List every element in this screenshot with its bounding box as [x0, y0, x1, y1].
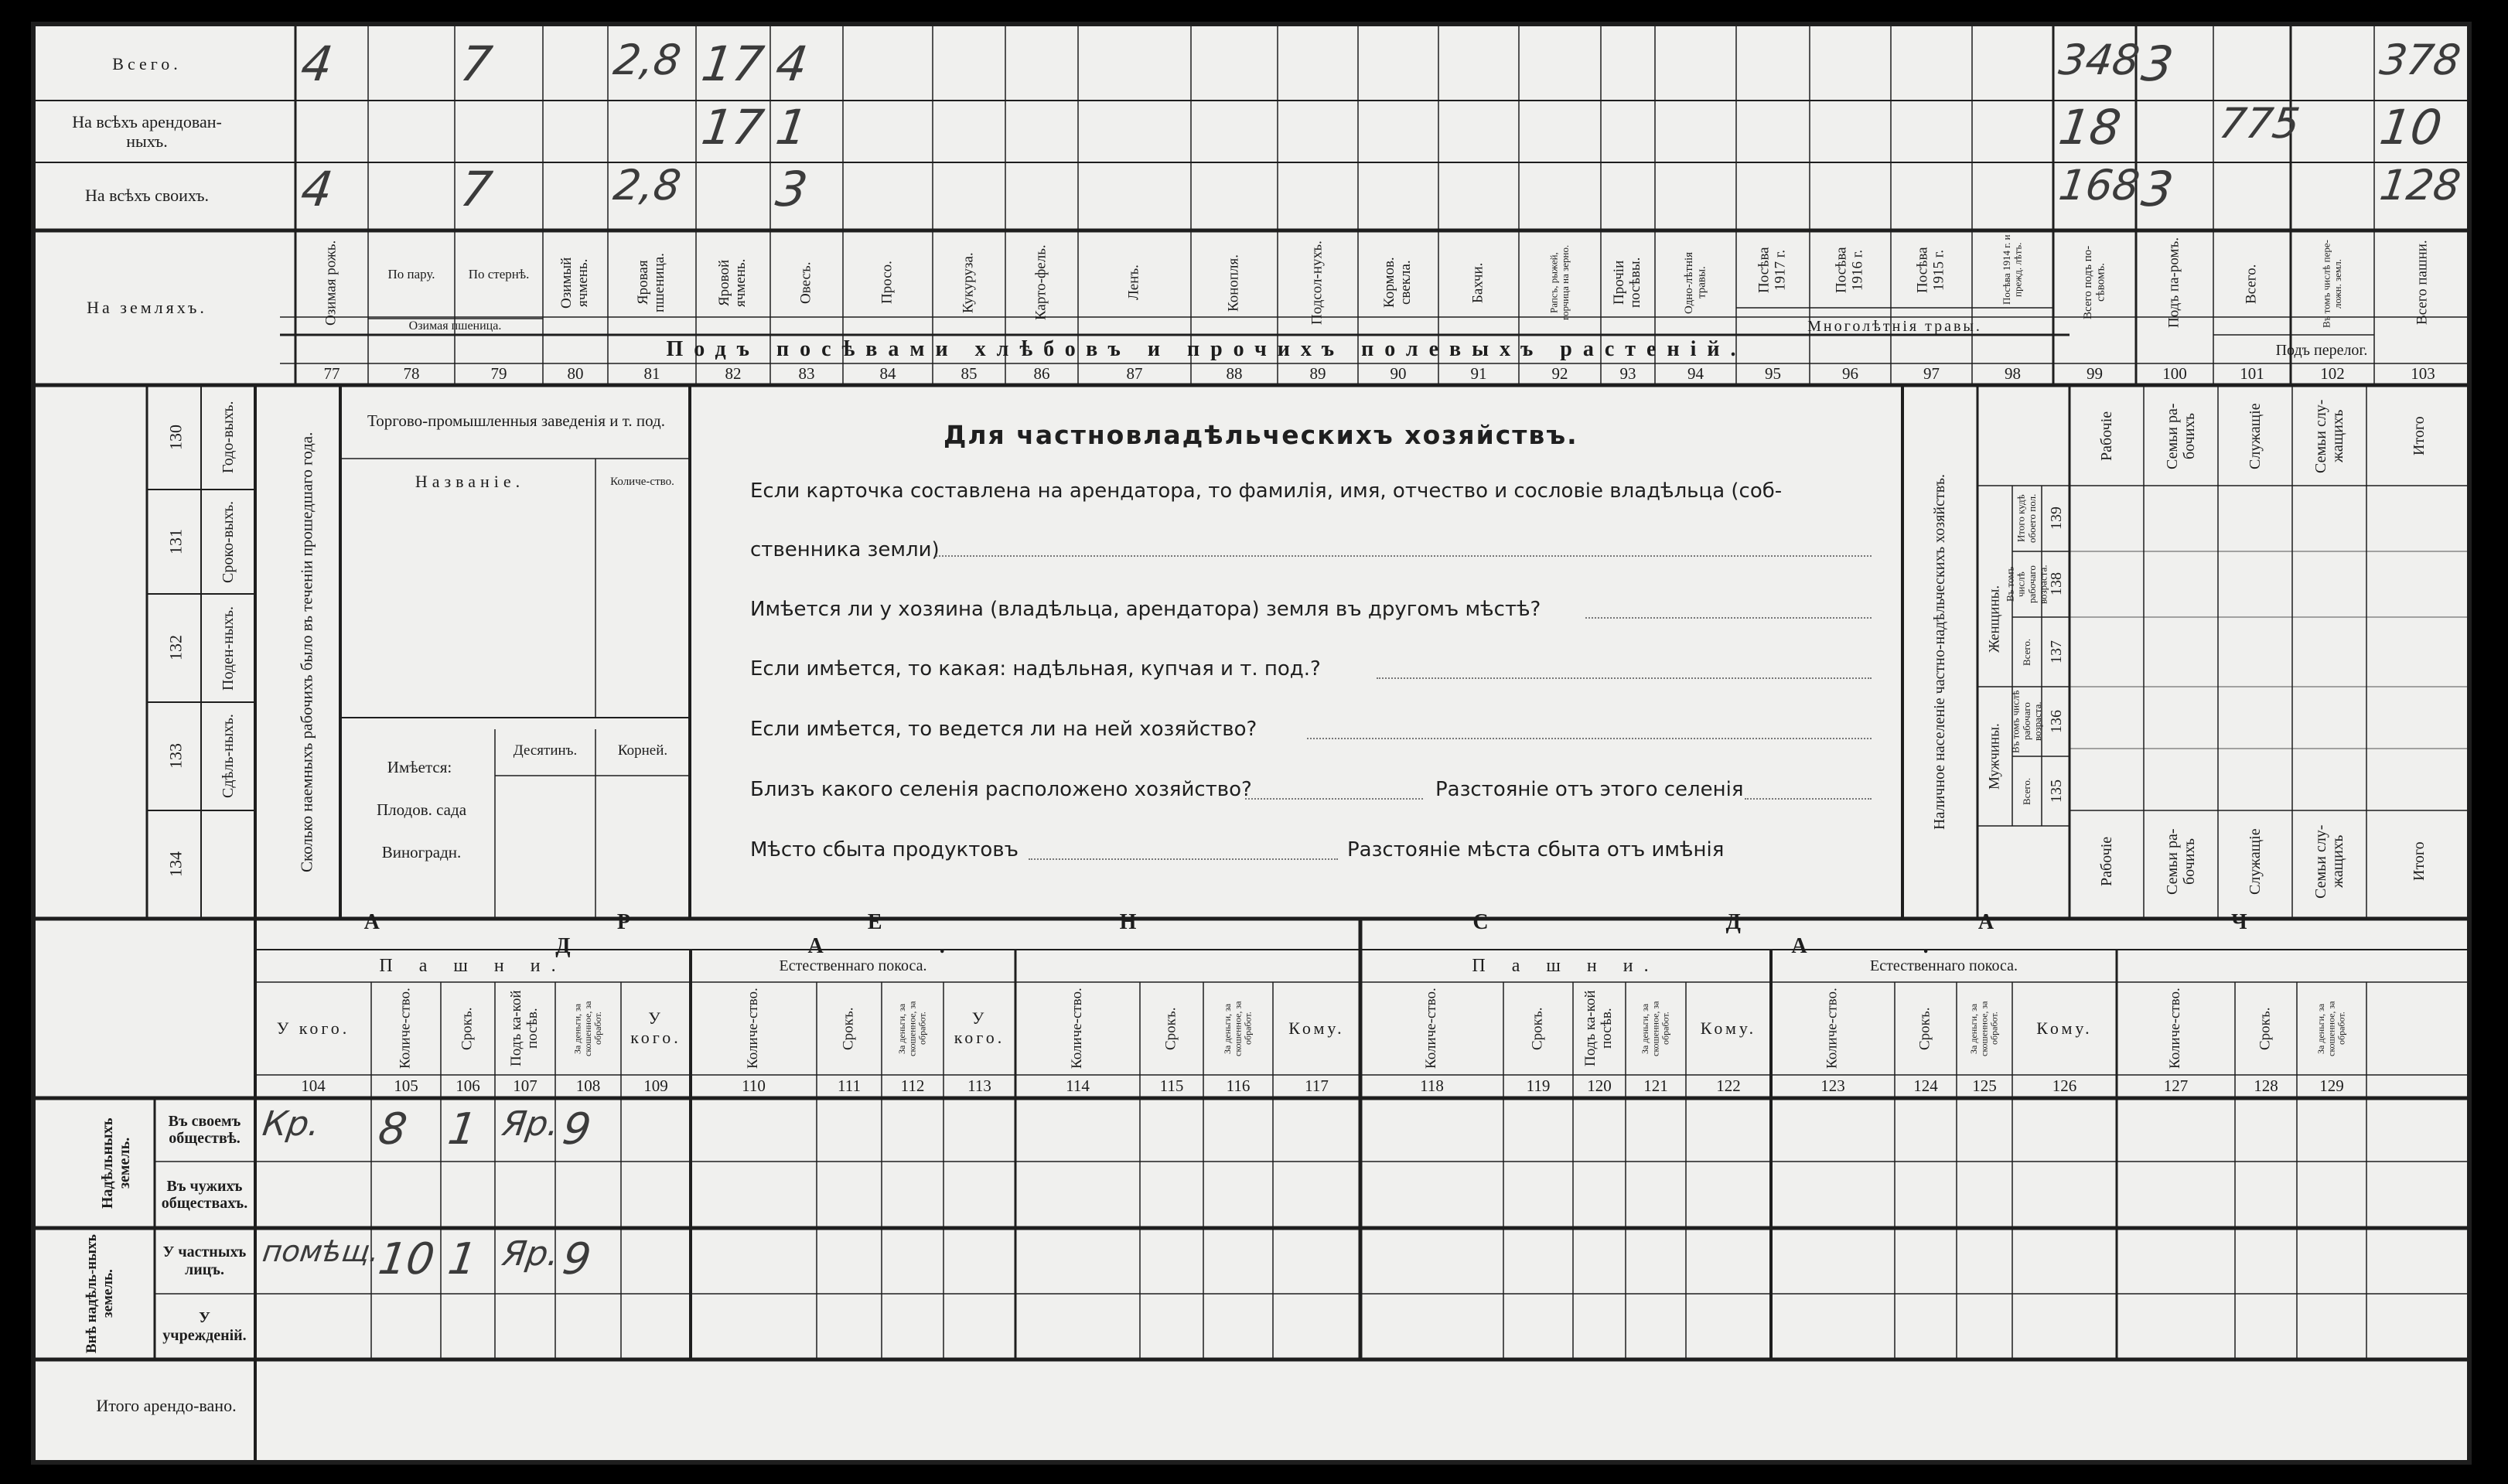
bottom-col-number-129: 129: [2319, 1076, 2344, 1096]
outside-nadel-label: Внѣ надѣль-ныхъ земель.: [84, 1234, 116, 1353]
handwritten-value-row2-col83: 1: [772, 99, 811, 155]
population-label: Наличное населеніе частно-надѣльческихъ хозяйствъ.: [1931, 474, 1948, 830]
worker-col-bot-2: Служащіе: [2247, 828, 2264, 895]
crop-header-99: Всего подъ по-сѣвомъ.: [2082, 245, 2107, 320]
worker-col-top-3: Семьи слу-жащихъ: [2312, 399, 2346, 473]
population-cell-4: 139: [2048, 507, 2065, 530]
crop-header-101: Всего.: [2243, 264, 2260, 304]
question-village: Близъ какого селенія расположено хозяйство?: [750, 778, 1252, 801]
crop-header-88: Конопля.: [1225, 254, 1242, 312]
worker-col-bot-1: Семьи ра-бочихъ: [2164, 828, 2198, 895]
bottom-col-number-125: 125: [1972, 1076, 1997, 1096]
livestock-label-131: Сроко-выхъ.: [220, 500, 237, 583]
bottom-col-number-114: 114: [1066, 1076, 1090, 1096]
livestock-number-130: 130: [165, 425, 186, 450]
worker-col-bot-0: Рабочіе: [2098, 836, 2115, 887]
bottom-col-header-111: Срокъ.: [840, 1007, 857, 1050]
answer-line-market[interactable]: [1029, 858, 1338, 860]
crop-header-90: Кормов. свекла.: [1381, 257, 1414, 309]
column-number-79: 79: [490, 364, 507, 384]
bottom-col-header-127: Количе-ство.: [2167, 988, 2184, 1070]
trade-title: Торгово-промышленныя заведенія и т. под.: [367, 411, 665, 431]
bottom-col-number-123: 123: [1820, 1076, 1845, 1096]
population-cell-8: Въ томъ числѣ рабочаго возраста.: [2004, 565, 2049, 604]
sown-banner: Подъ посѣвами хлѣбовъ и прочихъ полевыхъ растеній.: [666, 336, 1747, 361]
worker-col-top-2: Служащіе: [2247, 403, 2264, 469]
hired-workers-label: Сколько наемныхъ рабочихъ было въ теченіи прошедшаго года.: [297, 432, 316, 872]
crop-header-98: Посѣва 1914 г. и прежд. лѣтъ.: [2001, 234, 2024, 305]
handwritten-rent-row0-col106: 1: [445, 1104, 480, 1155]
column-number-85: 85: [961, 364, 978, 384]
bottom-col-header-129: За деньги, за скошенное, за обработ.: [2315, 1001, 2347, 1056]
crop-header-103: Всего пашни.: [2414, 240, 2431, 326]
crop-header-85: Кукуруза.: [960, 252, 977, 313]
row-label-rented: На всѣхъ арендован-ныхъ.: [72, 112, 222, 151]
bottom-col-number-107: 107: [513, 1076, 537, 1096]
question-land-type: Если имѣется, то какая: надѣльная, купчая и т. под.?: [750, 657, 1321, 681]
korney-header: Корней.: [617, 742, 668, 759]
livestock-label-130: Годо-выхъ.: [220, 401, 237, 474]
orchard-label: Плодов. сада: [376, 800, 467, 820]
question-other-land: Имѣется ли у хозяина (владѣльца, арендатора) земля въ другомъ мѣстѣ?: [750, 598, 1541, 621]
row-label-on-lands: На земляхъ.: [87, 297, 207, 317]
bottom-col-number-108: 108: [575, 1076, 601, 1096]
sdacha-pokos: Естественнаго покоса.: [1870, 957, 2018, 974]
question-village-distance: Разстояніе отъ этого селенія: [1435, 778, 1744, 801]
arenda-pokos: Естественнаго покоса.: [779, 957, 927, 974]
bottom-row-label-0: Въ своемъ обществѣ.: [168, 1112, 241, 1147]
bottom-col-number-105: 105: [394, 1076, 418, 1096]
question-market: Мѣсто сбыта продуктовъ: [750, 838, 1019, 861]
column-number-83: 83: [798, 364, 815, 384]
bottom-col-header-116: За деньги, за скошенное, за обработ.: [1222, 1001, 1254, 1056]
crop-header-95: Посѣва 1917 г.: [1756, 247, 1789, 293]
multi-grass-label: Многолѣтнія травы.: [1807, 317, 1982, 335]
desyatin-header: Десятинъ.: [513, 742, 578, 759]
handwritten-value-row3-col77: 4: [297, 161, 336, 217]
bottom-col-number-126: 126: [2052, 1076, 2077, 1096]
column-number-90: 90: [1390, 364, 1407, 384]
livestock-label-132: Поден-ныхъ.: [220, 606, 237, 691]
handwritten-value-row1-col99: 348: [2056, 36, 2143, 84]
worker-col-top-0: Рабочіе: [2098, 411, 2115, 462]
bottom-col-header-106: Срокъ.: [459, 1007, 476, 1050]
question-farming: Если имѣется, то ведется ли на ней хозяйство?: [750, 718, 1257, 741]
handwritten-value-row2-col82: 17: [698, 99, 768, 155]
column-number-101: 101: [2240, 364, 2264, 384]
crop-header-80: Озимый ячмень.: [558, 257, 591, 309]
bottom-col-header-108: За деньги, за скошенное, за обработ.: [572, 1001, 604, 1056]
bottom-col-number-118: 118: [1420, 1076, 1444, 1096]
trade-name-header: Названіе.: [415, 471, 525, 491]
crop-header-97: Посѣва 1915 г.: [1914, 247, 1947, 293]
column-number-80: 80: [567, 364, 584, 384]
bottom-row-label-1: Въ чужихъ обществахъ.: [161, 1177, 248, 1212]
bottom-col-header-117: Кому.: [1288, 1018, 1345, 1038]
bottom-col-header-123: Количе-ство.: [1824, 988, 1841, 1070]
column-number-100: 100: [2162, 364, 2187, 384]
column-number-96: 96: [1842, 364, 1858, 384]
handwritten-rent-row0-col107: Яр.: [500, 1104, 562, 1144]
bottom-col-header-115: Срокъ.: [1162, 1007, 1179, 1050]
handwritten-rent-row0-col105: 8: [375, 1104, 411, 1155]
perelog-label: Подъ перелог.: [2275, 341, 2368, 359]
bottom-col-number-106: 106: [456, 1076, 480, 1096]
crop-header-100: Подъ па-ромъ.: [2165, 237, 2182, 329]
bottom-row-label-3: У учрежденій.: [162, 1309, 247, 1344]
population-cell-0: 135: [2048, 780, 2065, 803]
bottom-col-number-121: 121: [1643, 1076, 1668, 1096]
population-cell-1: 136: [2048, 710, 2065, 733]
handwritten-value-row1-col82: 17: [698, 36, 768, 92]
bottom-col-number-122: 122: [1716, 1076, 1741, 1096]
worker-col-bot-4: Итого: [2411, 841, 2428, 882]
bottom-col-number-127: 127: [2163, 1076, 2189, 1096]
population-cell-7: Всего.: [2020, 638, 2032, 666]
bottom-col-header-120: Подъ ка-кой посѣв.: [1582, 990, 1615, 1067]
population-cell-3: 138: [2048, 572, 2065, 596]
bottom-col-header-118: Количе-ство.: [1423, 988, 1440, 1070]
handwritten-value-row3-col100: 3: [2138, 161, 2177, 217]
column-number-92: 92: [1551, 364, 1568, 384]
livestock-number-132: 132: [165, 635, 186, 661]
crop-header-93: Прочіи посѣвы.: [1611, 257, 1643, 309]
handwritten-value-row3-col79: 7: [456, 161, 496, 217]
population-cell-2: 137: [2048, 640, 2065, 664]
sdacha-pashni: П а ш н и.: [1472, 955, 1660, 976]
bottom-col-number-128: 128: [2254, 1076, 2278, 1096]
bottom-col-number-109: 109: [643, 1076, 668, 1096]
bottom-row-label-2: У частныхъ лицъ.: [162, 1243, 247, 1278]
bottom-col-header-128: Срокъ.: [2257, 1007, 2274, 1050]
population-cell-6: Въ томъ числѣ рабочаго возраста.: [2009, 690, 2044, 753]
column-number-97: 97: [1923, 364, 1940, 384]
bottom-col-header-126: Кому.: [2036, 1018, 2093, 1038]
column-number-95: 95: [1765, 364, 1781, 384]
worker-col-top-4: Итого: [2411, 416, 2428, 456]
bottom-col-number-117: 117: [1305, 1076, 1329, 1096]
handwritten-value-row2-col103: 10: [2376, 99, 2446, 155]
arenda-title: А Р Е Н Д А.: [363, 909, 1253, 958]
crop-header-79: По стернѣ.: [468, 267, 530, 282]
bottom-col-number-113: 113: [967, 1076, 991, 1096]
census-card: [31, 22, 2472, 1465]
bottom-col-number-110: 110: [742, 1076, 766, 1096]
crop-header-78: По пару.: [387, 267, 435, 282]
bottom-col-header-114: Количе-ство.: [1069, 988, 1086, 1070]
crop-header-89: Подсол-нухъ.: [1309, 241, 1326, 325]
handwritten-rent-row0-col104: Кр.: [260, 1104, 322, 1144]
crop-header-94: Одно-лѣтнія травы.: [1683, 251, 1708, 314]
column-number-103: 103: [2411, 364, 2435, 384]
bottom-col-header-125: За деньги, за скошенное, за обработ.: [1968, 1001, 2000, 1056]
handwritten-value-row1-col103: 378: [2377, 36, 2464, 84]
handwritten-value-row1-col100: 3: [2138, 36, 2177, 92]
question-owner-b: ственника земли): [750, 538, 940, 561]
answer-line-other-land[interactable]: [1585, 617, 1872, 619]
sdacha-title: С Д А Ч А.: [1472, 909, 2363, 958]
bottom-col-header-109: У кого.: [630, 1008, 681, 1047]
nadel-lands-label: Надѣльныхъ земель.: [99, 1117, 133, 1209]
column-number-88: 88: [1226, 364, 1243, 384]
column-number-89: 89: [1309, 364, 1326, 384]
handwritten-rent-row2-col104: помѣщ.: [260, 1234, 382, 1268]
handwritten-value-row1-col81: 2,8: [610, 36, 684, 84]
bottom-col-header-110: Количе-ство.: [745, 988, 762, 1070]
crop-header-77: Озимая рожь.: [322, 240, 340, 326]
crop-header-82: Яровой ячмень.: [716, 258, 749, 307]
bottom-col-number-124: 124: [1913, 1076, 1938, 1096]
livestock-label-134: [205, 815, 251, 914]
crop-header-81: Яровая пшеница.: [635, 253, 667, 312]
bottom-col-header-107: Подъ ка-кой посѣв.: [508, 990, 541, 1067]
handwritten-value-row2-col101: 775: [2216, 99, 2303, 148]
population-cell-5: Всего.: [2020, 777, 2032, 805]
crop-header-96: Посѣва 1916 г.: [1833, 247, 1866, 293]
column-number-82: 82: [725, 364, 742, 384]
bottom-col-number-119: 119: [1526, 1076, 1551, 1096]
column-number-84: 84: [879, 364, 896, 384]
crop-header-91: Бахчи.: [1469, 262, 1486, 303]
bottom-col-header-105: Количе-ство.: [397, 988, 414, 1070]
population-cell-9: Итого кудѣ обоего пол.: [2015, 493, 2038, 544]
column-number-81: 81: [643, 364, 660, 384]
handwritten-value-row3-col81: 2,8: [610, 161, 684, 210]
livestock-number-133: 133: [165, 743, 186, 769]
column-number-87: 87: [1126, 364, 1143, 384]
crop-header-87: Ленъ.: [1125, 264, 1142, 301]
handwritten-rent-row0-col108: 9: [559, 1104, 595, 1155]
column-number-98: 98: [2005, 364, 2021, 384]
bottom-col-header-124: Срокъ.: [1916, 1007, 1933, 1050]
arenda-pashni: П а ш н и.: [379, 955, 567, 976]
bottom-col-header-104: У кого.: [276, 1018, 350, 1038]
handwritten-rent-row2-col106: 1: [445, 1234, 480, 1284]
bottom-col-number-111: 111: [838, 1076, 861, 1096]
handwritten-rent-row2-col107: Яр.: [500, 1234, 562, 1274]
answer-line-village[interactable]: [1245, 798, 1423, 800]
worker-col-bot-3: Семьи слу-жащихъ: [2312, 824, 2346, 899]
livestock-number-131: 131: [165, 529, 186, 554]
total-rented-label: Итого арендо-вано.: [96, 1395, 237, 1415]
bottom-col-number-120: 120: [1587, 1076, 1612, 1096]
crop-header-92: Рапсъ, рыжей, горчица на зерно.: [1547, 244, 1571, 321]
trade-qty-header: Количе-ство.: [610, 475, 674, 488]
handwritten-value-row3-col83: 3: [772, 161, 811, 217]
livestock-number-134: 134: [165, 851, 186, 878]
bottom-col-header-119: Срокъ.: [1529, 1007, 1546, 1050]
handwritten-value-row2-col99: 18: [2055, 99, 2125, 155]
handwritten-value-row3-col103: 128: [2377, 161, 2464, 210]
question-market-distance: Разстояніе мѣста сбыта отъ имѣнія: [1347, 838, 1725, 861]
has-label: Имѣется:: [387, 758, 452, 777]
ozim-wheat-label: Озимая пшеница.: [408, 319, 502, 333]
handwritten-value-row3-col99: 168: [2056, 161, 2143, 210]
crop-header-83: Овесъ.: [797, 261, 814, 304]
bottom-col-number-112: 112: [900, 1076, 925, 1096]
handwritten-rent-row2-col108: 9: [559, 1234, 595, 1284]
bottom-col-header-112: За деньги, за скошенное, за обработ.: [896, 1001, 928, 1056]
bottom-col-header-121: За деньги, за скошенное, за обработ.: [1640, 1001, 1671, 1056]
crop-header-86: Карто-фель.: [1032, 244, 1049, 321]
column-number-91: 91: [1470, 364, 1487, 384]
column-number-86: 86: [1033, 364, 1050, 384]
handwritten-value-row1-col79: 7: [456, 36, 496, 92]
column-number-102: 102: [2320, 364, 2345, 384]
bottom-col-header-122: Кому.: [1700, 1018, 1757, 1038]
row-label-total: Всего.: [112, 53, 182, 73]
column-number-93: 93: [1619, 364, 1636, 384]
question-owner-a: Если карточка составлена на арендатора, то фамилія, имя, отчество и сословіе владѣльца (соб-: [750, 479, 1783, 503]
column-number-77: 77: [323, 364, 340, 384]
crop-header-102: Въ томъ числѣ пере-ложн. земл.: [2320, 240, 2343, 328]
row-label-own: На всѣхъ своихъ.: [85, 185, 209, 205]
answer-line-land-type[interactable]: [1377, 677, 1872, 679]
handwritten-value-row1-col83: 4: [772, 36, 811, 92]
bottom-col-header-113: У кого.: [954, 1008, 1005, 1047]
vineyard-label: Виноградн.: [381, 843, 462, 862]
livestock-label-133: Сдѣль-ныхъ.: [220, 714, 237, 799]
bottom-col-number-104: 104: [301, 1076, 326, 1096]
column-number-99: 99: [2087, 364, 2103, 384]
private-farms-title: Для частновладѣльческихъ хозяйствъ.: [943, 420, 1578, 450]
answer-line-owner[interactable]: [936, 555, 1872, 557]
men-label: Мужчины.: [1986, 723, 2003, 790]
handwritten-rent-row2-col105: 10: [375, 1234, 438, 1284]
crop-header-84: Просо.: [879, 261, 896, 305]
women-label: Женщины.: [1986, 585, 2003, 653]
answer-line-farming[interactable]: [1307, 738, 1872, 739]
column-number-94: 94: [1687, 364, 1704, 384]
answer-line-village-distance[interactable]: [1745, 798, 1872, 800]
handwritten-value-row1-col77: 4: [297, 36, 336, 92]
bottom-col-number-115: 115: [1159, 1076, 1184, 1096]
worker-col-top-1: Семьи ра-бочихъ: [2164, 403, 2198, 469]
column-number-78: 78: [403, 364, 420, 384]
bottom-col-number-116: 116: [1226, 1076, 1251, 1096]
